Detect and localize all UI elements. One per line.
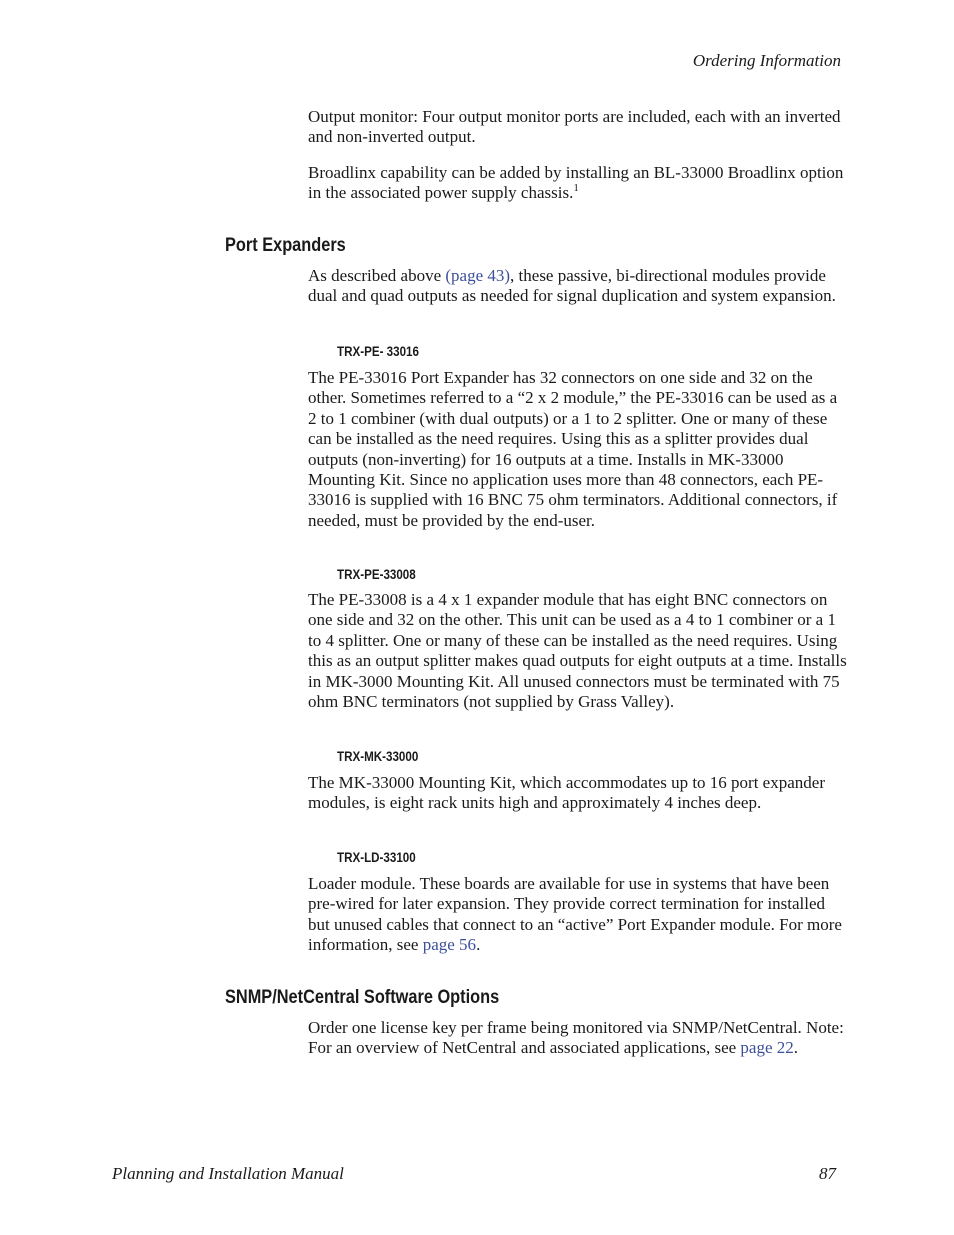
- page-number: 87: [819, 1164, 836, 1183]
- port-expanders-intro: As described above (page 43), these passive, bi-directional modules provide dual and quad outputs as needed for signal duplication and system expansion.: [308, 266, 836, 306]
- output-monitor-paragraph: Output monitor: Four output monitor ports are included, each with an inverted and non-inverted output.: [308, 107, 841, 147]
- manual-title: Planning and Installation Manual: [112, 1164, 344, 1183]
- page-22-link[interactable]: page 22: [740, 1038, 794, 1058]
- subheading-trx-ld-33100: TRX-LD-33100: [337, 850, 416, 865]
- snmp-paragraph: Order one license key per frame being monitored via SNMP/NetCentral. Note: For an overview of NetCentral and associated applications, see page 22.: [308, 1018, 844, 1058]
- page-43-link[interactable]: (page 43): [445, 266, 511, 285]
- running-header: Ordering Information: [692, 51, 841, 70]
- section-heading-port-expanders: Port Expanders: [225, 235, 346, 256]
- pe-33016-description: The PE-33016 Port Expander has 32 connectors on one side and 32 on the other. Sometimes referred to a “2 x 2 module,” the PE-33016 can be used as a 2 to 1 combiner (with dual outputs) or a 1 to 2 splitter. One or many of these can be installed as the need requires. Using this as a splitter provides dual outputs (non-inverting) for 16 outputs at a time. Installs in MK-33000 Mounting Kit. Since no application uses more than 48 connectors, each PE-33016 is supplied with 16 BNC 75 ohm terminators. Additional connectors, if needed, must be provided by the end-user.: [308, 368, 838, 530]
- subheading-trx-mk-33000: TRX-MK-33000: [337, 749, 419, 764]
- mk-33000-description: The MK-33000 Mounting Kit, which accommodates up to 16 port expander modules, is eight rack units high and approximately 4 inches deep.: [308, 773, 825, 813]
- subheading-trx-pe-33016: TRX-PE- 33016: [337, 344, 419, 359]
- section-heading-snmp-netcentral: SNMP/NetCentral Software Options: [225, 987, 500, 1008]
- broadlinx-paragraph: Broadlinx capability can be added by installing an BL-33000 Broadlinx option in the associated power supply chassis.$^1$: [308, 163, 844, 203]
- subheading-trx-pe-33008: TRX-PE-33008: [337, 567, 416, 582]
- page-56-link[interactable]: page 56: [422, 935, 477, 955]
- pe-33008-description: The PE-33008 is a 4 x 1 expander module that has eight BNC connectors on one side and 32 on the other. This unit can be used as a 4 to 1 combiner or a 1 to 4 splitter. One or many of these can be installed as the need requires. Using this as an output splitter makes quad outputs for eight outputs at a time. Installs in MK-3000 Mounting Kit. All unused connectors must be terminated with 75 ohm BNC terminators (not supplied by Grass Valley).: [308, 590, 847, 712]
- ld-33100-description: Loader module. These boards are available for use in systems that have been pre-wired for later expansion. They provide correct termination for installed but unused cables that connect to an “active” Port Expander module. For more information, see page 56.: [308, 874, 842, 955]
- footnote-marker[interactable]: 1: [573, 182, 579, 195]
